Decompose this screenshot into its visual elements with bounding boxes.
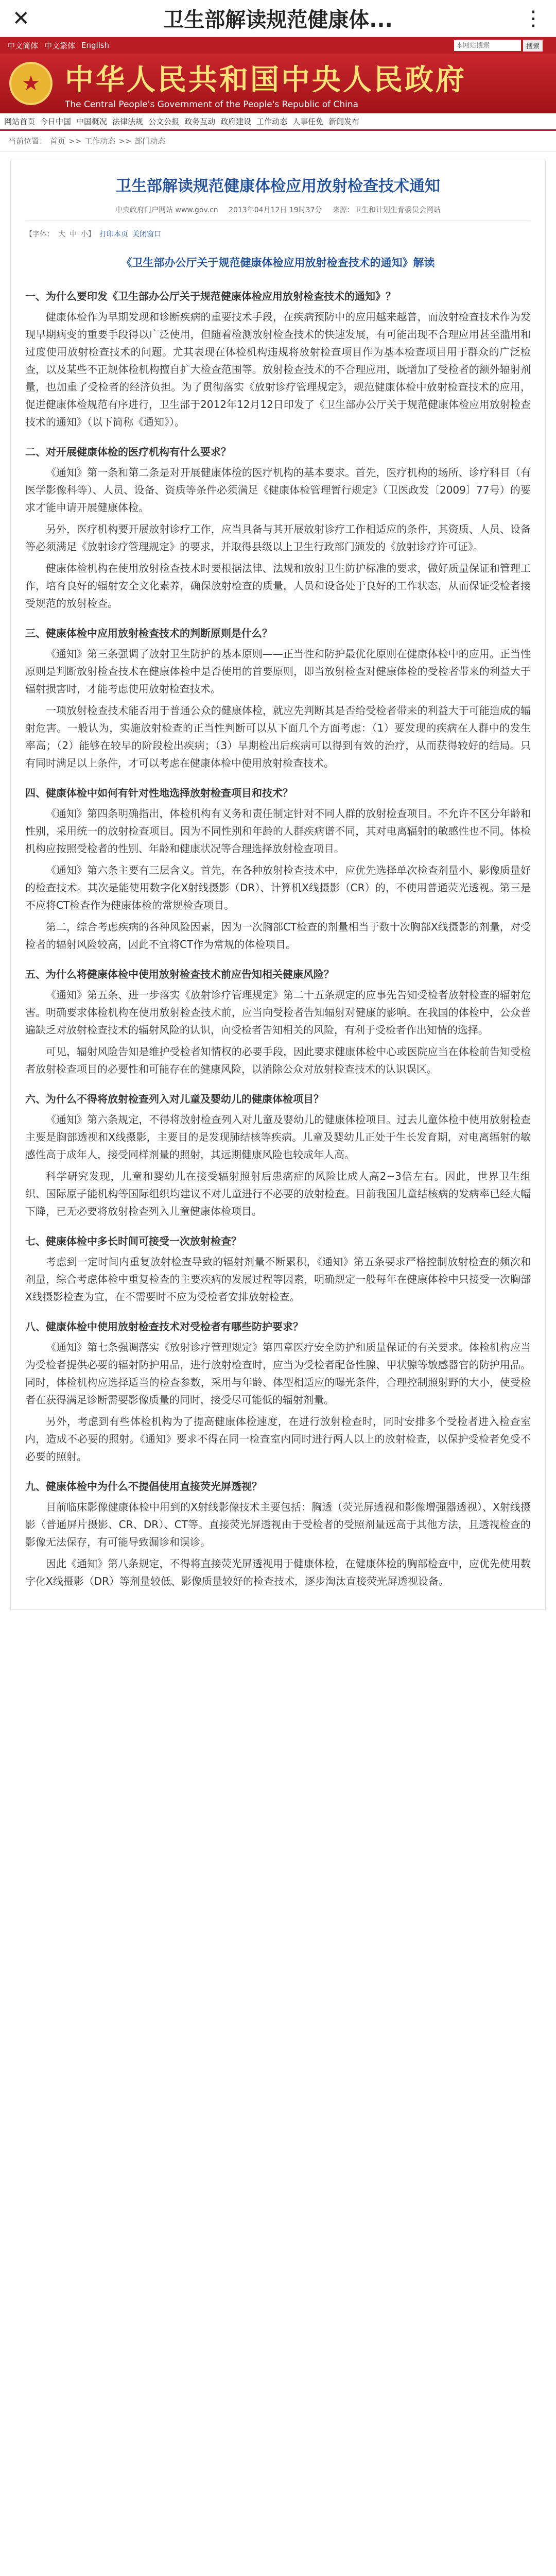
section-paragraph: 《通知》第一条和第二条是对开展健康体检的医疗机构的基本要求。首先，医疗机构的场所、诊疗科目（有医学影像科等）、人员、设备、资质等条件必须满足《健康体检管理暂行规定》（卫医政发〔2009〕77号）的要求才能申请开展健康体检。 (25, 466, 531, 514)
section-paragraph: 《通知》第六条规定，不得将放射检查列入对儿童及婴幼儿的健康体检项目。过去儿童体检中使用放射检查主要是胸部透视和X线摄影，主要目的是发现肺结核等疾病。儿童及婴幼儿正处于生长发育期，对电离辐射的敏感性高于成年人，接受同样剂量的照射，其远期健康风险也较成年人高。 (25, 1113, 531, 1161)
nav-item[interactable]: 新闻发布 (328, 117, 360, 126)
section-paragraph: 科学研究发现，儿童和婴幼儿在接受辐射照射后患癌症的风险比成人高2~3倍左右。因此，世界卫生组织、国际原子能机构等国际组织均建议不对儿童进行不必要的放射检查。目前我国儿童结核病的发病率已经大幅下降，已无必要将放射检查列入儿童健康体检项目。 (25, 1170, 531, 1217)
article-title: 卫生部解读规范健康体检应用放射检查技术通知 (116, 177, 440, 195)
meta-date: 2013年04月12日 19时37分 (229, 206, 322, 214)
font-large[interactable]: 大 (58, 230, 65, 239)
section-paragraph: 《通知》第七条强调落实《放射诊疗管理规定》第四章医疗安全防护和质量保证的有关要求。体检机构应当为受检者提供必要的辐射防护用品，进行放射检查时，应当为受检者配备性腺、甲状腺等敏感器官的防护用品。同时，体检机构应选择适当的检查参数，采用与年龄、体型相适应的曝光条件，合理控制照射野的大小，使受检者在获得满足诊断需要影像质量的同时，接受尽可能低的辐射剂量。 (25, 1341, 531, 1406)
breadcrumb-sep: >> (118, 136, 132, 146)
nav-item[interactable]: 政府建设 (220, 117, 252, 126)
section-question: 四、健康体检中如何有针对性地选择放射检查项目和技术？ (25, 787, 293, 799)
meta-origin: 来源：卫生和计划生育委员会网站 (332, 206, 441, 214)
more-icon[interactable]: ⋮ (523, 6, 544, 30)
section-paragraph: 《通知》第四条明确指出，体检机构有义务和责任制定针对不同人群的放射检查项目。不允许不区分年龄和性别，采用统一的放射检查项目。因为不同性别和年龄的人群疾病谱不同，其对电离辐射的敏感性也不同。体检机构应按照受检者的性别、年龄和健康状况等合理选择放射检查项目。 (25, 807, 531, 855)
nav-item[interactable]: 法律法规 (112, 117, 144, 126)
section-paragraph: 目前临床影像健康体检中用到的X射线影像技术主要包括：胸透（荧光屏透视和影像增强器透视）、X射线摄影（普通屏片摄影、CR、DR）、CT等。直接荧光屏透视由于受检者的受照剂量远高于其他方法，且透视检查的影像无法保存，有可能导致漏诊和误诊。 (25, 1501, 531, 1548)
search-input[interactable] (454, 40, 521, 51)
gov-top-bar (0, 37, 556, 54)
section-paragraph: 《通知》第三条强调了放射卫生防护的基本原则——正当性和防护最优化原则在健康体检中的应用。正当性原则是判断放射检查技术在健康体检中是否使用的首要原则，即当放射检查对健康体检的受检者带来的利益大于辐射损害时，才能考虑使用放射检查技术。 (25, 648, 531, 695)
print-link[interactable]: 打印本页 (99, 230, 128, 239)
search-button[interactable]: 搜索 (523, 40, 543, 52)
section-question: 七、健康体检中多长时间可接受一次放射检查？ (25, 1235, 241, 1247)
section-paragraph: 《通知》第六条主要有三层含义。首先，在各种放射检查技术中，应优先选择单次检查剂量小、影像质量好的检查技术。其次是能使用数字化X射线摄影（DR）、计算机X线摄影（CR）的，不使用普通荧光透视。第三是不应将CT检查作为健康体检的常规检查项目。 (25, 864, 531, 911)
section-paragraph: 考虑到一定时间内重复放射检查导致的辐射剂量不断累积，《通知》第五条要求严格控制放射检查的频次和剂量，综合考虑体检中重复检查的主要疾病的发展过程等因素，明确规定一般每年在健康体检中只接受一次胸部X线摄影检查为宜，在不需要时不应为受检者安排放射检查。 (25, 1256, 531, 1303)
breadcrumb-sep: >> (68, 136, 82, 146)
article-subtitle: 《卫生部办公厅关于规范健康体检应用放射检查技术的通知》解读 (121, 257, 435, 269)
article-body (25, 287, 531, 1590)
breadcrumb-work[interactable]: 工作动态 (84, 137, 116, 146)
nav-item[interactable]: 政务互动 (184, 117, 216, 126)
nav-item[interactable]: 人事任免 (292, 117, 324, 126)
nav-item[interactable]: 中国概况 (76, 117, 108, 126)
section-paragraph: 因此《通知》第八条规定，不得将直接荧光屏透视用于健康体检，在健康体检的胸部检查中，应优先使用数字化X线摄影（DR）等剂量较低、影像质量较好的检查技术，逐步淘汰直接荧光屏透视设备。 (25, 1557, 531, 1587)
site-search (454, 40, 549, 52)
article (10, 160, 546, 1610)
section-question: 二、对开展健康体检的医疗机构有什么要求？ (25, 446, 231, 458)
breadcrumb (0, 131, 556, 151)
nav-item[interactable]: 公文公报 (148, 117, 180, 126)
font-small[interactable]: 小】 (81, 230, 95, 239)
section-paragraph: 健康体检作为早期发现和诊断疾病的重要技术手段，在疾病预防中的应用越来越普，而放射检查技术作为发现早期病变的重要手段得以广泛使用，但随着检测放射检查技术的快速发展，有可能出现不合理应用甚至滥用和过度使用放射检查技术的问题。尤其表现在体检机构违规将放射检查项目作为基本检查项目用于群众的广泛检查，以及某些不正规体检机构擅自扩大检查范围等。放射检查技术的不合理应用，既增加了受检者的额外辐射剂量，也加重了受检者的经济负担。为了贯彻落实《放射诊疗管理规定》，规范健康体检中放射检查技术的应用，促进健康体检规范有序进行，卫生部于2012年12月12日印发了《卫生部办公厅关于规范健康体检应用放射检查技术的通知》（以下简称《通知》）。 (25, 311, 531, 428)
section-paragraph: 《通知》第五条、进一步落实《放射诊疗管理规定》第二十五条规定的应事先告知受检者放射检查的辐射危害。明确要求体检机构在使用放射检查技术前，应当向受检者告知辐射对健康的影响。在我国的体检中，公众普遍缺乏对放射检查技术的辐射风险的认识，向受检者告知相关的风险，有利于受检者作出知情的选择。 (25, 989, 531, 1036)
article-meta (25, 205, 531, 221)
section-question: 六、为什么不得将放射检查列入对儿童及婴幼儿的健康体检项目？ (25, 1093, 324, 1105)
section-question: 五、为什么将健康体检中使用放射检查技术前应告知相关健康风险？ (25, 968, 334, 980)
section-paragraph: 健康体检机构在使用放射检查技术时要根据法律、法规和放射卫生防护标准的要求，做好质量保证和管理工作，培育良好的辐射安全文化素养，确保放射检查的质量，人员和设备处于良好的工作状态，从而保证受检者接受规范的放射检查。 (25, 562, 531, 609)
nav-item[interactable]: 网站首页 (4, 117, 36, 126)
nav-item[interactable]: 今日中国 (40, 117, 72, 126)
article-tools (25, 229, 531, 239)
lang-english[interactable]: English (81, 41, 110, 50)
font-label: 【字体： (25, 230, 54, 239)
browser-topbar (0, 0, 556, 37)
close-window-link[interactable]: 关闭窗口 (132, 230, 161, 239)
national-emblem-icon: ★ (9, 62, 53, 105)
font-medium[interactable]: 中 (70, 230, 77, 239)
breadcrumb-home[interactable]: 首页 (50, 137, 66, 146)
lang-traditional[interactable]: 中文繁体 (44, 41, 76, 50)
section-paragraph: 第二，综合考虑疾病的各种风险因素，因为一次胸部CT检查的剂量相当于数十次胸部X线摄影的剂量，对受检者的辐射风险较高，因此不宜将CT作为常规的体检项目。 (25, 921, 531, 951)
section-question: 一、为什么要印发《卫生部办公厅关于规范健康体检应用放射检查技术的通知》？ (25, 290, 396, 302)
nav-item[interactable]: 工作动态 (256, 117, 288, 126)
banner-title: 中华人民共和国中央人民政府 (65, 63, 466, 97)
section-question: 八、健康体检中使用放射检查技术对受检者有哪些防护要求？ (25, 1320, 303, 1333)
meta-source: 中央政府门户网站 www.gov.cn (115, 206, 218, 214)
page-title: 卫生部解读规范健康体... (163, 8, 393, 32)
lang-simplified[interactable]: 中文简体 (7, 41, 39, 50)
banner-subtitle: The Central People's Government of the People's Republic of China (65, 99, 359, 110)
close-icon[interactable]: ✕ (12, 6, 30, 30)
section-paragraph: 另外，医疗机构要开展放射诊疗工作，应当具备与其开展放射诊疗工作相适应的条件，其资质、人员、设备等必须满足《放射诊疗管理规定》的要求，并取得县级以上卫生行政部门颁发的《放射诊疗许可证》。 (25, 523, 531, 553)
breadcrumb-label: 当前位置： (8, 137, 47, 146)
site-banner (0, 54, 556, 113)
section-question: 九、健康体检中为什么不提倡使用直接荧光屏透视？ (25, 1480, 262, 1493)
main-nav (0, 113, 556, 131)
breadcrumb-dept[interactable]: 部门动态 (134, 137, 166, 146)
section-question: 三、健康体检中应用放射检查技术的判断原则是什么？ (25, 627, 272, 639)
section-paragraph: 另外，考虑到有些体检机构为了提高健康体检速度，在进行放射检查时，同时安排多个受检者进入检查室内，造成不必要的照射。《通知》要求不得在同一检查室内同时进行两人以上的放射检查，以保护受检者免受不必要的照射。 (25, 1415, 531, 1463)
section-paragraph: 可见，辐射风险告知是维护受检者知情权的必要手段，因此要求健康体检中心或医院应当在体检前告知受检者放射检查项目的必要性和可能存在的健康风险，以消除公众对放射检查技术的认识误区。 (25, 1045, 531, 1075)
section-paragraph: 一项放射检查技术能否用于普通公众的健康体检，就应先判断其是否给受检者带来的利益大于可能造成的辐射危害。一般认为，实施放射检查的正当性判断可以从下面几个方面考虑：（1）要发现的疾病在人群中的发生率高；（2）能够在较早的阶段检出疾病；（3）早期检出后疾病可以得到有效的治疗，从而获得较好的结局。只有同时满足以上条件，才可以考虑在健康体检中使用放射检查技术。 (25, 704, 531, 769)
